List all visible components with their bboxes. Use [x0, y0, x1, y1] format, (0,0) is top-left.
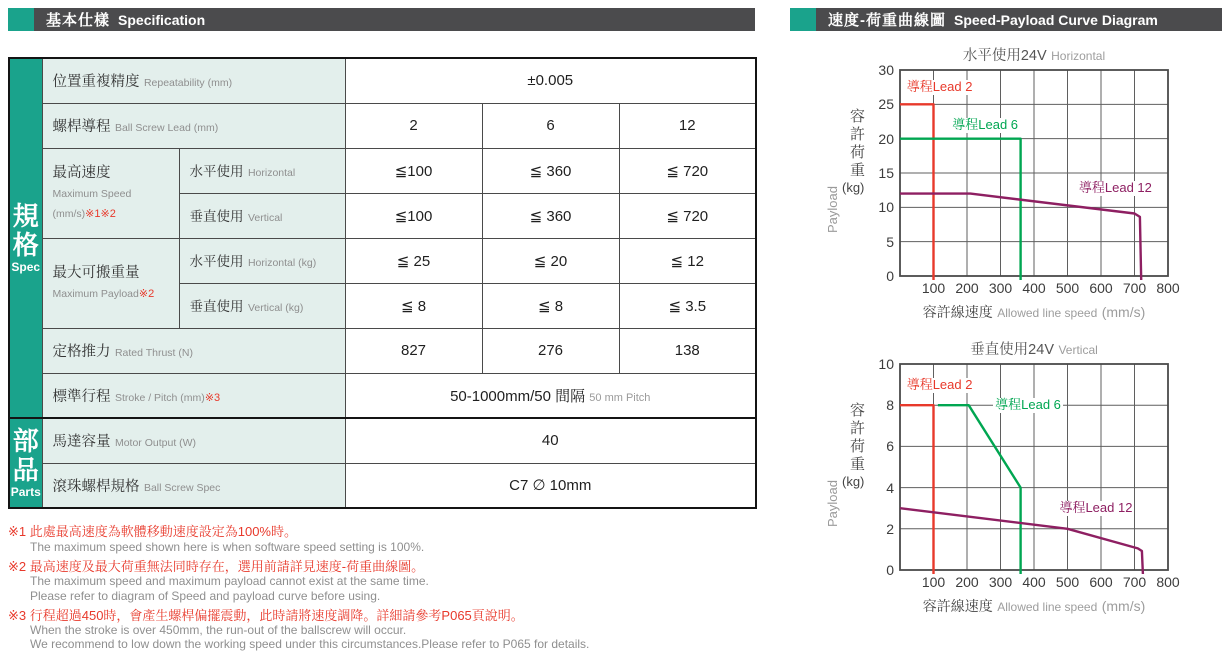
y-tick-label: 6 [886, 438, 894, 455]
specification-header-bar [34, 8, 755, 31]
max-speed-label: 最高速度 Maximum Speed (mm/s)※1※2 [42, 148, 179, 238]
y-tick-label: 0 [886, 562, 894, 578]
y-tick-label: 20 [878, 130, 894, 147]
max-speed-v-value-1: ≦100 [345, 193, 482, 238]
lead-value-1: 2 [345, 103, 482, 148]
x-tick-label: 100 [921, 280, 946, 296]
max-payload-vertical-sublabel: 垂直使用 Vertical (kg) [179, 283, 345, 328]
x-tick-label: 600 [1089, 574, 1113, 590]
x-tick-label: 100 [921, 574, 946, 590]
footnote-1-zh: ※1 此處最高速度為軟體移動速度設定為100%時。 [8, 524, 297, 539]
chart-horizontal-24v [790, 38, 1228, 333]
y-tick-label: 4 [886, 479, 894, 496]
x-tick-label: 600 [1089, 280, 1113, 296]
row-max-speed-horizontal [9, 148, 756, 193]
max-speed-h-value-3: ≦ 720 [619, 148, 756, 193]
footnote-3-en-1: When the stroke is over 450mm, the run-out of the ballscrew will occur. [30, 623, 407, 638]
row-ball-screw-spec [9, 463, 756, 508]
section-spec-label-en: Spec [11, 259, 41, 274]
x-tick-label: 700 [1122, 280, 1147, 296]
curve-diagram-header-bar [816, 8, 1222, 31]
row-stroke [9, 373, 756, 418]
y-tick-label: 5 [886, 233, 894, 250]
repeatability-value: ±0.005 [345, 58, 756, 103]
y-tick-label: 25 [878, 96, 894, 113]
lead-value-2: 6 [482, 103, 619, 148]
ball-screw-spec-label: 滾珠螺桿規格 Ball Screw Spec [42, 463, 345, 508]
specification-header [8, 8, 755, 31]
section-parts-strip [9, 418, 42, 508]
footnote-3-zh: ※3 行程超過450時，會產生螺桿偏擺震動，此時請將速度調降。詳細請參考P065頁說明。 [8, 607, 524, 623]
ball-screw-spec-value: C7 ∅ 10mm [345, 463, 756, 508]
rated-thrust-value-1: 827 [345, 328, 482, 373]
curve-label: 導程Lead 6 [952, 116, 1019, 132]
curve-diagram-title-en: Speed-Payload Curve Diagram [954, 11, 1158, 28]
rated-thrust-value-2: 276 [482, 328, 619, 373]
chart-title: 水平使用24V Horizontal [962, 48, 1106, 64]
footnote-marker: ※2 [138, 288, 155, 300]
max-payload-h-value-2: ≦ 20 [482, 238, 619, 283]
lead-label: 螺桿導程 Ball Screw Lead (mm) [42, 103, 345, 148]
max-payload-label: 最大可搬重量 Maximum Payload※2 [42, 238, 179, 328]
specification-table [8, 57, 757, 509]
row-ball-screw-lead [9, 103, 756, 148]
y-tick-label: 10 [878, 356, 894, 372]
x-tick-label: 300 [988, 280, 1013, 296]
lead-value-3: 12 [619, 103, 756, 148]
chart-title: 垂直使用24V Vertical [970, 342, 1098, 358]
x-tick-label: 800 [1156, 574, 1180, 590]
section-parts-label-en: Parts [10, 484, 41, 499]
footnote-2-en-2: Please refer to diagram of Speed and payload curve before using. [30, 588, 381, 603]
max-payload-h-value-3: ≦ 12 [619, 238, 756, 283]
footnote-marker: ※1※2 [85, 208, 116, 220]
x-tick-label: 500 [1055, 280, 1080, 296]
y-tick-label: 2 [886, 520, 894, 537]
header-accent-square [8, 8, 34, 31]
x-tick-label: 300 [988, 574, 1013, 590]
footnote-marker: ※3 [204, 391, 221, 404]
y-axis-label-zh: 容許荷重 [850, 402, 866, 473]
header-accent-square [790, 8, 816, 31]
motor-output-label: 馬達容量 Motor Output (W) [42, 418, 345, 463]
x-tick-label: 200 [955, 280, 979, 296]
curve-diagram-section [790, 0, 1228, 643]
x-tick-label: 700 [1122, 574, 1147, 590]
max-speed-horizontal-sublabel: 水平使用 Horizontal [179, 148, 345, 193]
x-tick-label: 400 [1022, 280, 1046, 296]
curve-diagram-title-zh: 速度-荷重曲線圖 [828, 12, 946, 29]
y-tick-label: 0 [886, 268, 894, 284]
max-payload-horizontal-sublabel: 水平使用 Horizontal (kg) [179, 238, 345, 283]
curve-label: 導程Lead 12 [1078, 179, 1152, 195]
curve-label: 導程Lead 12 [1059, 500, 1133, 516]
chart-plot-area [900, 364, 1168, 570]
stroke-value: 50-1000mm/50 間隔 50 mm Pitch [345, 373, 756, 418]
specification-title-en: Specification [118, 11, 206, 28]
curve-label: 導程Lead 2 [906, 78, 973, 94]
x-axis-label: 容許線速度 Allowed line speed (mm/s) [922, 598, 1146, 614]
row-max-payload-horizontal [9, 238, 756, 283]
y-axis-unit: (kg) [842, 180, 865, 195]
max-payload-v-value-3: ≦ 3.5 [619, 283, 756, 328]
y-axis-label-en: Payload [825, 480, 840, 527]
stroke-label: 標準行程 Stroke / Pitch (mm)※3 [42, 373, 345, 418]
max-speed-h-value-2: ≦ 360 [482, 148, 619, 193]
x-tick-label: 800 [1156, 280, 1180, 296]
row-rated-thrust [9, 328, 756, 373]
rated-thrust-label: 定格推力 Rated Thrust (N) [42, 328, 345, 373]
x-tick-label: 200 [955, 574, 979, 590]
max-payload-v-value-2: ≦ 8 [482, 283, 619, 328]
curve-label: 導程Lead 2 [906, 376, 973, 392]
row-motor-output [9, 418, 756, 463]
chart-vertical-24v [790, 332, 1228, 627]
rated-thrust-value-3: 138 [619, 328, 756, 373]
max-speed-vertical-sublabel: 垂直使用 Vertical [179, 193, 345, 238]
repeatability-label: 位置重複精度 Repeatability (mm) [42, 58, 345, 103]
y-axis-label-zh: 容許荷重 [850, 108, 866, 179]
footnote-2-en-1: The maximum speed and maximum payload cannot exist at the same time. [30, 574, 429, 589]
max-payload-v-value-1: ≦ 8 [345, 283, 482, 328]
x-axis-label: 容許線速度 Allowed line speed (mm/s) [922, 304, 1146, 320]
section-spec-label-zh: 規格 [12, 201, 39, 260]
y-axis-unit: (kg) [842, 474, 865, 489]
y-tick-label: 8 [886, 397, 894, 414]
y-axis-label-en: Payload [825, 186, 840, 233]
curve-diagram-header [790, 8, 1222, 31]
y-tick-label: 30 [878, 62, 894, 78]
y-tick-label: 10 [878, 199, 894, 216]
x-tick-label: 400 [1022, 574, 1046, 590]
section-parts-label-zh: 部品 [12, 426, 39, 485]
footnote-3-en-2: We recommend to low down the working speed under this circumstances.Please refer to P065 for details. [30, 637, 590, 652]
row-repeatability [9, 58, 756, 103]
max-speed-v-value-3: ≦ 720 [619, 193, 756, 238]
footnote-2-zh: ※2 最高速度及最大荷重無法同時存在，選用前請詳見速度-荷重曲線圖。 [8, 558, 425, 574]
footnote-1-en: The maximum speed shown here is when software speed setting is 100%. [30, 539, 425, 554]
y-tick-label: 15 [878, 165, 894, 181]
max-speed-h-value-1: ≦100 [345, 148, 482, 193]
section-spec-strip [9, 58, 42, 418]
max-speed-v-value-2: ≦ 360 [482, 193, 619, 238]
specification-title-zh: 基本仕樣 [46, 12, 111, 29]
footnotes [8, 519, 778, 652]
curve-label: 導程Lead 6 [995, 397, 1061, 413]
x-tick-label: 500 [1055, 574, 1080, 590]
motor-output-value: 40 [345, 418, 756, 463]
chart-plot-area [900, 70, 1168, 276]
max-payload-h-value-1: ≦ 25 [345, 238, 482, 283]
